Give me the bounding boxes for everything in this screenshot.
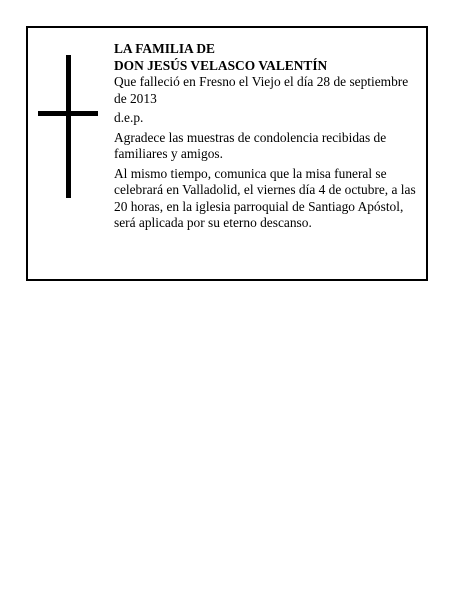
funeral-mass-paragraph: Al mismo tiempo, comunica que la misa funeral se celebrará en Valladolid, el viernes día 4 de octubre, a las 20 horas, en la iglesia parroquial de Santiago Apóstol, será aplicada por su eterno descanso. <box>114 165 416 230</box>
cross-icon <box>38 55 98 198</box>
heading-deceased-name: DON JESÚS VELASCO VALENTÍN <box>114 57 328 73</box>
cross-vertical-bar <box>66 55 71 198</box>
obituary-notice <box>26 26 428 281</box>
notice-text <box>114 41 422 232</box>
death-announcement: Que falleció en Fresno el Viejo el día 28 de septiembre de 2013 <box>114 74 409 106</box>
rest-in-peace: d.e.p. <box>114 110 144 125</box>
heading-family: LA FAMILIA DE <box>114 41 215 56</box>
cross-horizontal-bar <box>38 111 98 116</box>
thanks-paragraph: Agradece las muestras de condolencia recibidas de familiares y amigos. <box>114 129 387 161</box>
